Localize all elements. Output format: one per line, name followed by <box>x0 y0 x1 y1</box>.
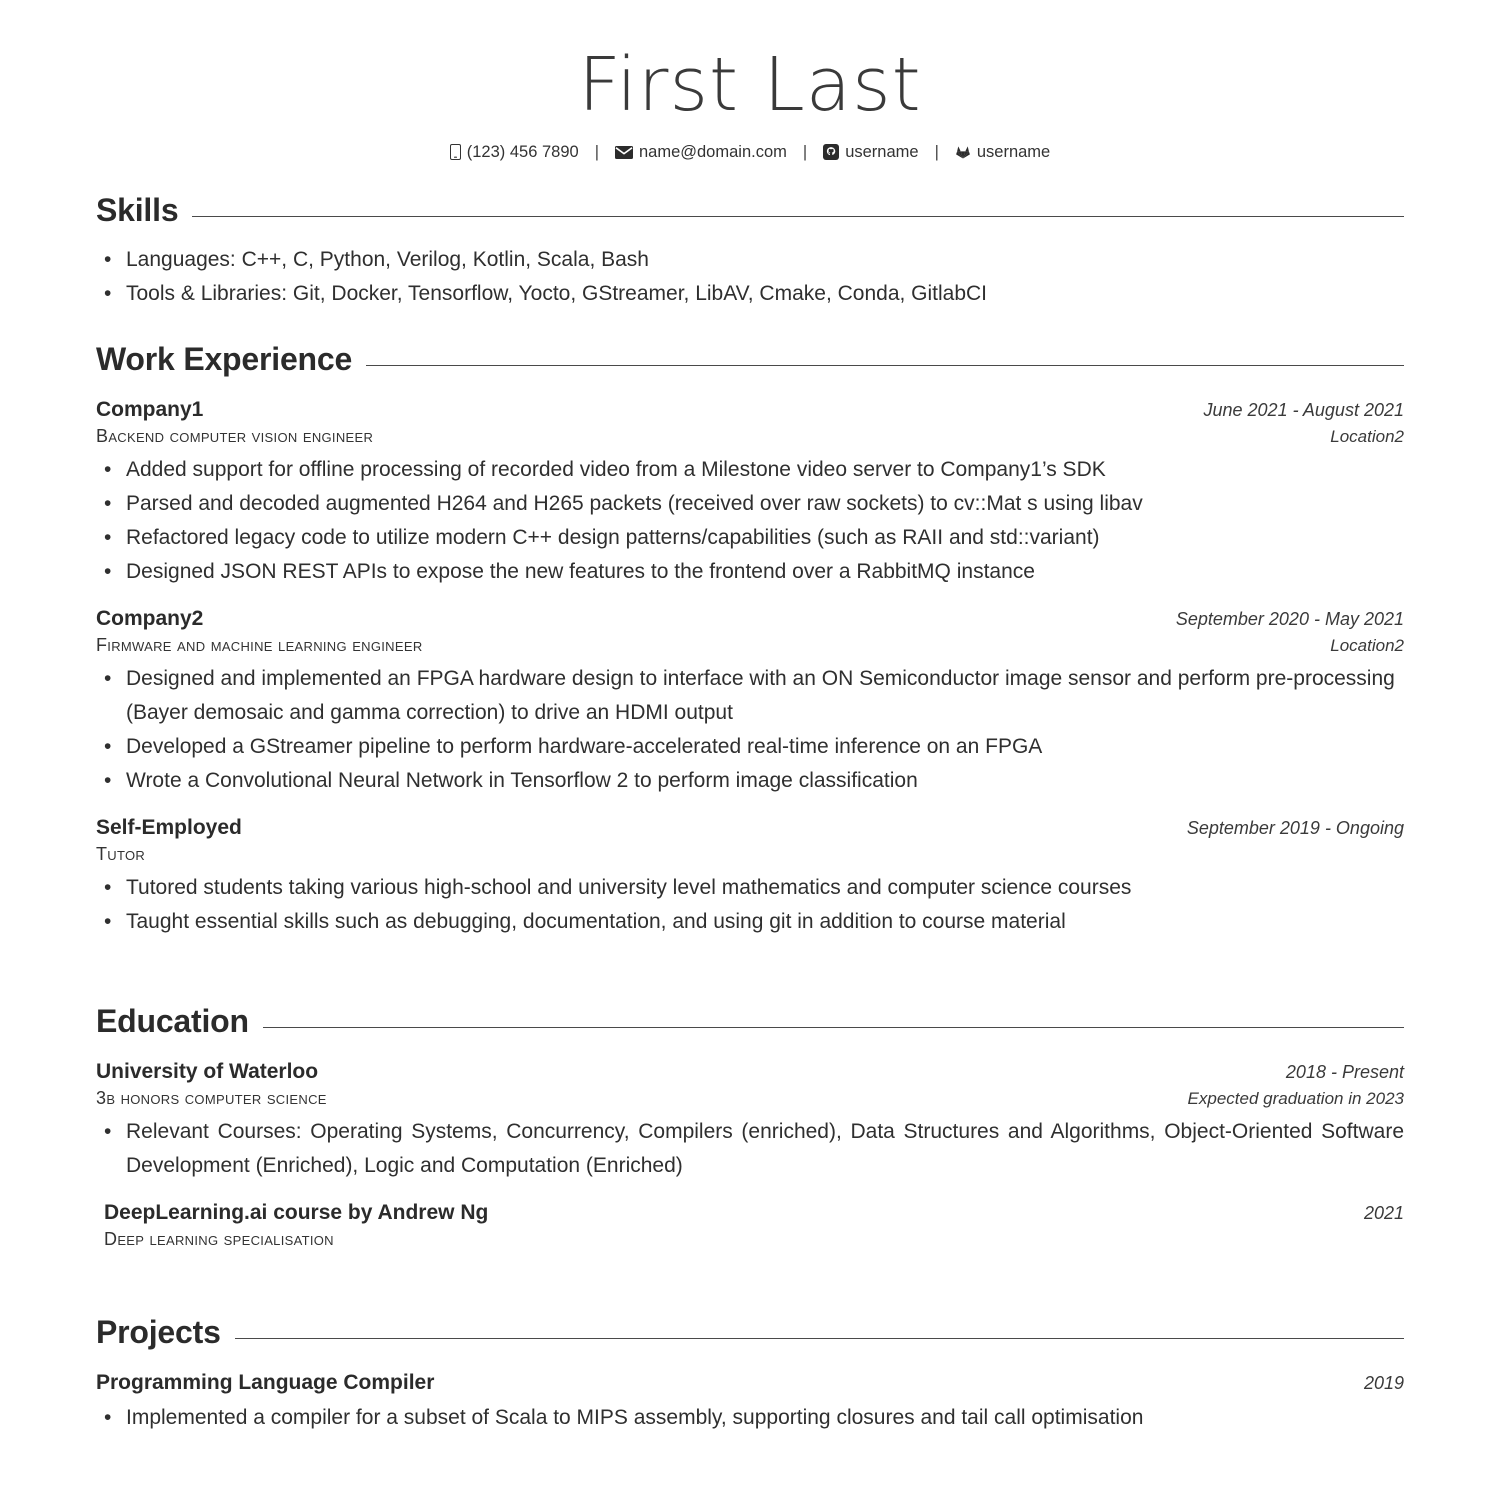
section-spacer <box>96 939 1404 973</box>
page-title: First Last <box>578 42 922 128</box>
entry-date: 2019 <box>1363 1373 1404 1394</box>
contact-gitlab-label: username <box>976 142 1051 161</box>
job-title: Tutor <box>96 844 146 865</box>
contact-separator: | <box>802 142 808 161</box>
list-item: • Designed and implemented an FPGA hardware design to interface with an ON Semiconductor image sensor and perform pre-processing (Bayer demosaic and gamma correction) to drive an HDMI output <box>96 662 1404 730</box>
project-entry <box>96 1371 1404 1435</box>
resume-header <box>96 44 1404 162</box>
entry-subheading <box>96 1088 1404 1109</box>
github-icon <box>823 144 839 160</box>
entry-subheading <box>96 844 1404 865</box>
section-divider <box>235 1338 1404 1339</box>
contact-email-label: name@domain.com <box>638 142 787 161</box>
entry-heading <box>96 816 1404 840</box>
graduation-note: Expected graduation in 2023 <box>1187 1089 1404 1109</box>
section-divider <box>366 365 1404 366</box>
section-divider <box>263 1027 1404 1028</box>
organization-name: University of Waterloo <box>96 1060 319 1084</box>
entry-bullets <box>96 871 1404 939</box>
list-item: • Wrote a Convolutional Neural Network in Tensorflow 2 to perform image classification <box>96 764 1404 798</box>
list-item: • Taught essential skills such as debugging, documentation, and using git in addition to course material <box>96 905 1404 939</box>
list-item: • Tutored students taking various high-school and university level mathematics and computer science courses <box>96 871 1404 905</box>
contact-github[interactable] <box>823 143 918 162</box>
organization-name: DeepLearning.ai course by Andrew Ng <box>104 1201 489 1225</box>
work-entry <box>96 816 1404 939</box>
list-item: • Designed JSON REST APIs to expose the new features to the frontend over a RabbitMQ instance <box>96 555 1404 589</box>
section-title: Skills <box>96 191 179 228</box>
entry-subheading <box>104 1229 1404 1250</box>
entry-location: Location2 <box>1330 635 1404 655</box>
section-work-experience <box>96 341 1404 939</box>
entry-location: Location2 <box>1330 426 1404 446</box>
section-header <box>96 341 1404 378</box>
education-entry <box>96 1201 1404 1250</box>
section-header <box>96 1003 1404 1040</box>
entry-heading <box>104 1201 1404 1225</box>
contact-line <box>96 143 1404 162</box>
work-entry <box>96 607 1404 798</box>
entry-heading <box>96 398 1404 422</box>
degree-title: 3b honors computer science <box>96 1088 327 1109</box>
contact-phone-label: (123) 456 7890 <box>466 142 579 161</box>
entry-date: September 2019 - Ongoing <box>1186 818 1404 839</box>
entry-bullets <box>96 453 1404 589</box>
work-entry <box>96 398 1404 589</box>
organization-name: Self-Employed <box>96 816 242 840</box>
list-item: • Relevant Courses: Operating Systems, Concurrency, Compilers (enriched), Data Structures and Algorithms, Object-Oriented Software Development (Enriched), Logic and Computation (Enriched) <box>96 1115 1404 1183</box>
section-title: Projects <box>96 1314 221 1351</box>
contact-gitlab[interactable] <box>955 143 1050 162</box>
entry-heading <box>96 1371 1404 1395</box>
list-item: • Tools & Libraries: Git, Docker, Tensorflow, Yocto, GStreamer, LibAV, Cmake, Conda, GitlabCI <box>96 277 1404 311</box>
entry-bullets <box>96 1401 1404 1435</box>
list-item: • Parsed and decoded augmented H264 and H265 packets (received over raw sockets) to cv::Mat s using libav <box>96 487 1404 521</box>
contact-separator: | <box>934 142 939 161</box>
entry-date: September 2020 - May 2021 <box>1175 608 1404 629</box>
entry-date: 2021 <box>1363 1203 1404 1224</box>
contact-email[interactable] <box>615 143 787 162</box>
entry-date: June 2021 - August 2021 <box>1203 399 1404 420</box>
list-item: • Developed a GStreamer pipeline to perform hardware-accelerated real-time inference on an FPGA <box>96 730 1404 764</box>
skills-list <box>96 243 1404 311</box>
section-education <box>96 1003 1404 1250</box>
entry-bullets <box>96 1115 1404 1183</box>
phone-icon <box>450 144 461 160</box>
list-item: • Refactored legacy code to utilize modern C++ design patterns/capabilities (such as RAII and std::variant) <box>96 521 1404 555</box>
envelope-icon <box>615 146 633 159</box>
entry-subheading <box>96 426 1404 447</box>
organization-name: Company2 <box>96 606 204 630</box>
section-title: Education <box>96 1003 249 1040</box>
section-skills <box>96 192 1404 311</box>
contact-github-label: username <box>845 142 919 161</box>
gitlab-icon <box>955 144 971 160</box>
contact-separator: | <box>594 142 599 161</box>
section-spacer <box>96 1250 1404 1284</box>
list-item: • Implemented a compiler for a subset of Scala to MIPS assembly, supporting closures and tail call optimisation <box>96 1401 1404 1435</box>
entry-subheading <box>96 635 1404 656</box>
entry-bullets <box>96 662 1404 798</box>
section-projects <box>96 1314 1404 1435</box>
job-title: Backend computer vision engineer <box>96 425 374 446</box>
contact-phone[interactable] <box>450 143 579 162</box>
entry-heading <box>96 607 1404 631</box>
list-item: • Added support for offline processing of recorded video from a Milestone video server to Company1’s SDK <box>96 453 1404 487</box>
organization-name: Company1 <box>96 397 204 421</box>
project-name: Programming Language Compiler <box>96 1371 435 1395</box>
entry-heading <box>96 1060 1404 1084</box>
list-item: • Languages: C++, C, Python, Verilog, Kotlin, Scala, Bash <box>96 243 1404 277</box>
entry-date: 2018 - Present <box>1285 1062 1404 1083</box>
job-title: Firmware and machine learning engineer <box>96 634 423 655</box>
section-header <box>96 192 1404 229</box>
education-entry <box>96 1060 1404 1183</box>
course-title: Deep learning specialisation <box>104 1229 334 1250</box>
section-header <box>96 1314 1404 1351</box>
section-divider <box>192 216 1404 217</box>
section-title: Work Experience <box>96 340 353 377</box>
